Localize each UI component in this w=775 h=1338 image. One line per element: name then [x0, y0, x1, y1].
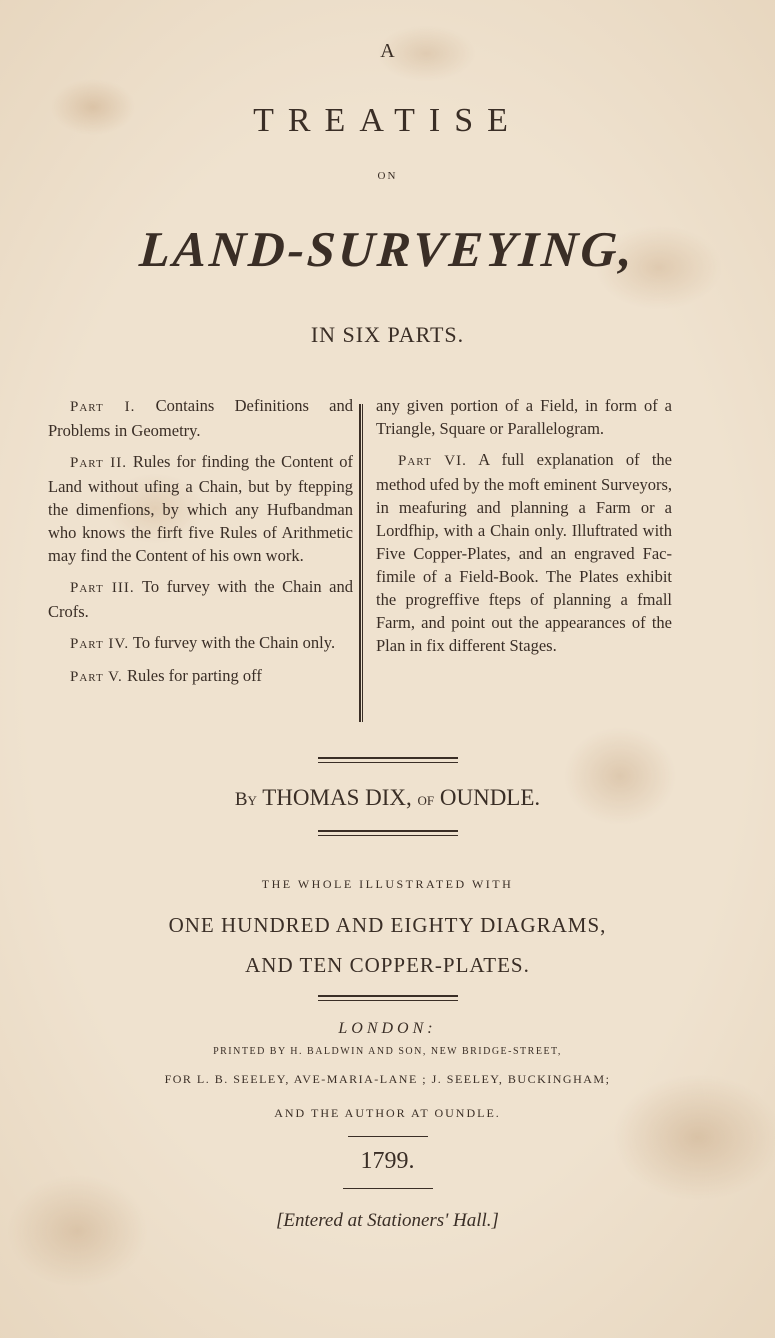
part-3	[48, 575, 353, 623]
contents-left-column	[48, 394, 353, 689]
part-2	[48, 450, 353, 567]
imprint-printer: PRINTED BY H. BALDWIN AND SON, NEW BRIDGE-STREET,	[213, 1046, 562, 1057]
imprint-city: LONDON:	[338, 1020, 437, 1037]
title-article: A	[380, 40, 395, 62]
illustrated-line-3: AND TEN COPPER-PLATES.	[245, 953, 530, 977]
imprint-author: AND THE AUTHOR AT OUNDLE.	[274, 1106, 501, 1120]
title-parts: IN SIX PARTS.	[310, 322, 465, 347]
divider-rule	[318, 995, 458, 997]
part-4	[48, 631, 353, 656]
part-4-text: To furvey with the Chain only.	[132, 633, 336, 652]
divider-rule	[348, 1136, 428, 1137]
divider-rule	[343, 1188, 433, 1189]
part-3-label: Part III.	[70, 580, 135, 596]
part-6	[376, 448, 672, 657]
contents-right-column	[376, 394, 672, 657]
part-6-label: Part VI.	[398, 453, 467, 469]
imprint-year: 1799.	[360, 1148, 415, 1174]
title-on: ON	[377, 170, 398, 182]
part-1-text: Contains Definitions and Problems in Geometry.	[48, 396, 354, 440]
author-line	[0, 785, 775, 811]
imprint-sellers: FOR L. B. SEELEY, AVE-MARIA-LANE ; J. SEELEY, BUCKINGHAM;	[164, 1072, 611, 1086]
illustrated-line-1: THE WHOLE ILLUSTRATED WITH	[261, 877, 514, 891]
part-5-continued: any given portion of a Field, in form of a Triangle, Square or Parallelogram.	[376, 396, 672, 438]
part-5-label: Part V.	[70, 669, 123, 685]
part-4-label: Part IV.	[70, 636, 130, 652]
divider-rule	[318, 757, 458, 759]
author-name: THOMAS DIX,	[262, 785, 412, 810]
part-5-text: Rules for parting off	[126, 666, 262, 685]
author-of: of	[417, 789, 435, 810]
column-divider	[359, 404, 363, 722]
part-2-label: Part II.	[70, 455, 127, 471]
title-subject: LAND-SURVEYING,	[137, 221, 638, 277]
part-3-text: To furvey with the Chain and Crofs.	[48, 577, 354, 621]
part-2-text: Rules for finding the Content of Land without ufing a Chain, but by ftepping the dimenfions, by which any Hufbandman who knows the firft five Rules of Arithmetic may find the Content of his own work.	[48, 452, 354, 565]
title-treatise: TREATISE	[253, 102, 522, 139]
part-1-label: Part I.	[70, 399, 136, 415]
part-5	[48, 664, 353, 689]
divider-rule	[318, 830, 458, 832]
part-6-text: A full explanation of the method ufed by the moft eminent Surveyors, in meafuring and planning a Farm or a Lordfhip, with a Chain only. Illuftrated with Five Copper-Plates, and an engraved Fac-fimile of a Field-Book. The Plates exhibit the progreffive fteps of planning a fmall Farm, and point out the appearances of the Plan in fix different Stages.	[376, 450, 673, 655]
illustrated-line-2: ONE HUNDRED AND EIGHTY DIAGRAMS,	[168, 913, 607, 937]
imprint-entered: [Entered at Stationers' Hall.]	[276, 1210, 499, 1231]
part-1	[48, 394, 353, 442]
author-by: By	[234, 789, 257, 810]
author-place: OUNDLE.	[439, 785, 541, 810]
